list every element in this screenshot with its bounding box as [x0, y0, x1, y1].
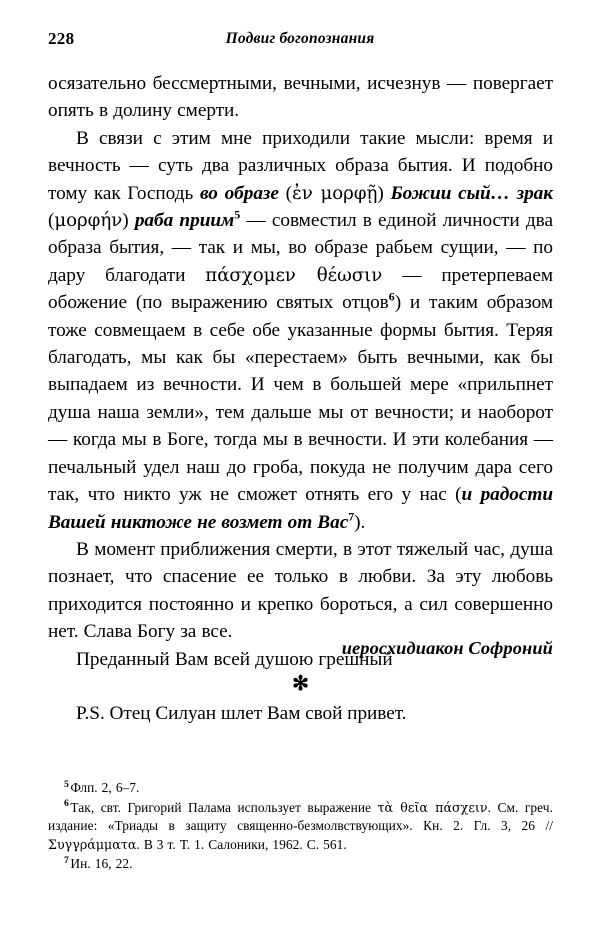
footnote-marker: 5 — [234, 207, 241, 222]
greek-phrase: μορφήν — [54, 210, 123, 232]
text-run: ) и таким образом тоже совмещаем в себе обе указанные формы бытия. Теряя благодать, мы как бы «перестаем» быть вечными, как бы выпадаем из вечности. И чем в большей мере «прильпнет душа наша земли», тем дальше мы от вечности; и наоборот — когда мы в Боге, тогда мы в вечности. И эти колебания — печальный удел наш до гроба, покуда не получим дара сего так, что никто уж не сможет отнять его у нас ( — [48, 292, 553, 506]
body-paragraph — [48, 125, 553, 536]
italic-quote: во образе — [199, 182, 279, 204]
greek-phrase: τὰ θεῖα πάσχειν — [377, 799, 488, 815]
text-run: — претерпеваем обожение (по выражению святых отцов — [48, 264, 553, 314]
text-run: ( — [48, 210, 55, 232]
text-run: ). — [354, 511, 366, 533]
text-run: . В 3 т. Т. 1. Салоники, 1962. С. 561. — [136, 836, 347, 852]
text-run: Преданный Вам всей душою грешный — [76, 648, 393, 670]
running-head — [48, 28, 552, 52]
italic-quote: и радости Вашей никтоже не возмет от Вас — [48, 484, 553, 533]
text-run: Ин. 16, 22. — [70, 856, 133, 872]
footnote-entry — [48, 855, 553, 874]
text-run: — совместил в единой личности два образа бытия, — так и мы, во образе рабьем сущии, — по дару благодати — [48, 210, 553, 286]
footnote-number: 6 — [64, 798, 69, 810]
body-paragraph — [48, 70, 553, 125]
postscript-line: P.S. Отец Силуан шлет Вам свой привет. — [76, 703, 407, 724]
greek-phrase: πάσχομεν θέωσιν — [205, 264, 383, 286]
text-run: . См. греч. издание: «Триады в защиту священно-безмолвствующих». Кн. 2. Гл. 3, 26 // — [48, 799, 553, 834]
text-run: Флп. 2, 6–7. — [70, 780, 140, 795]
text-run: осязательно бессмертными, вечными, исчезнув — повергает опять в долину смерти. — [48, 73, 553, 122]
italic-quote: Божии сый… зрак — [390, 182, 553, 204]
page-number: 228 — [48, 29, 75, 48]
footnote-entry — [48, 779, 553, 798]
footnote-number: 5 — [64, 778, 69, 790]
body-paragraph — [48, 536, 553, 646]
text-run: ) — [122, 210, 135, 232]
text-run: В связи с этим мне приходили такие мысли: время и вечность — суть два различных образа бытия. И подобно тому как Господь — [48, 127, 553, 204]
text-run: В момент приближения смерти, в этот тяжелый час, душа познает, что спасение ее только в любви. За эту любовь приходится постоянно и крепко бороться, а сил совершенно нет. Слава Богу за все. — [48, 538, 553, 643]
text-run: Так, свт. Григорий Палама использует выражение — [70, 799, 378, 815]
running-title: Подвиг богопознания — [225, 30, 375, 47]
footnote-marker: 6 — [388, 289, 395, 304]
footnote-marker: 7 — [348, 509, 355, 524]
footnotes-block — [48, 779, 553, 875]
footnote-number: 7 — [64, 854, 69, 866]
italic-quote: раба приим — [134, 210, 235, 232]
asterisk-separator-icon: ✻ — [292, 673, 309, 695]
greek-phrase: Συγγράμματα — [48, 836, 137, 852]
text-run: ) — [377, 182, 391, 204]
text-run: ( — [278, 182, 293, 204]
greek-phrase: ἐν μορφῇ — [292, 182, 378, 204]
signature-line: иеросхидиакон Софроний — [341, 638, 553, 658]
body-text-block — [48, 70, 553, 673]
footnote-entry — [48, 799, 553, 855]
